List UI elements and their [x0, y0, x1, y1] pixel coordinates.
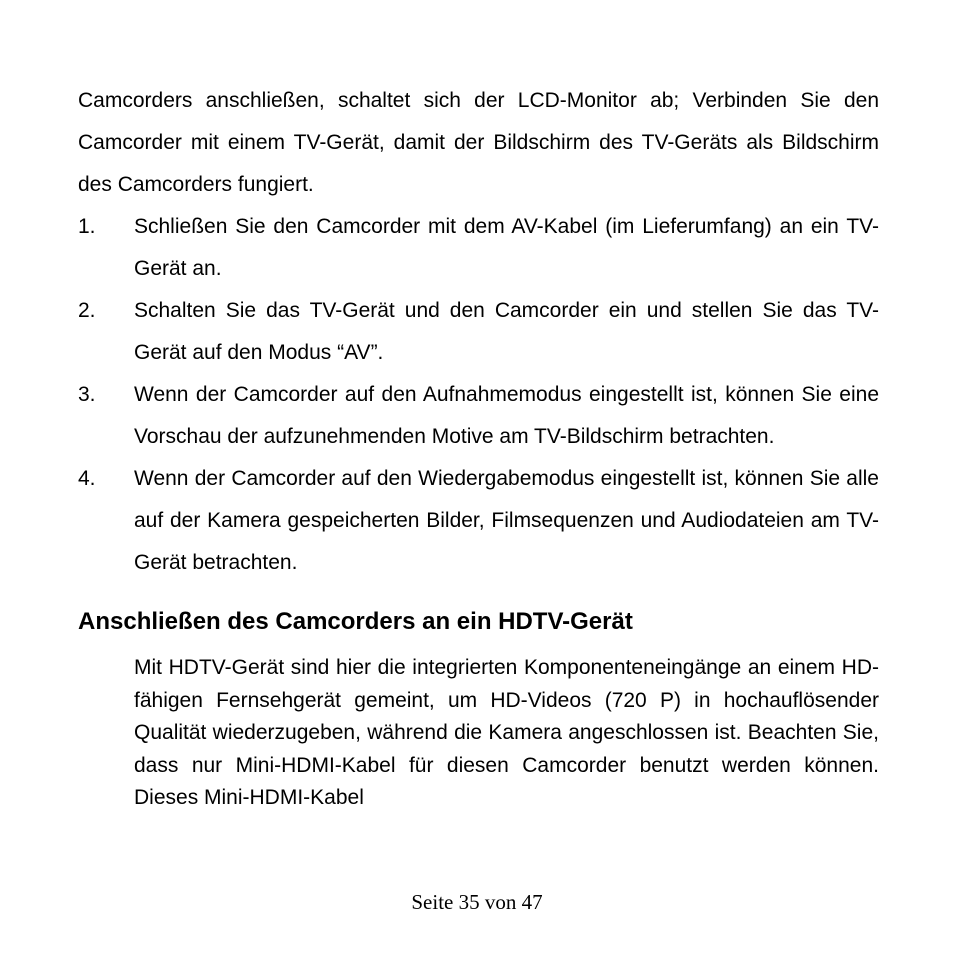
step-number: 4.: [78, 467, 96, 490]
document-page: [78, 80, 879, 815]
section-body-paragraph: Mit HDTV-Gerät sind hier die integrierten Komponenteneingänge an einem HD-fähigen Fernsehgerät gemeint, um HD-Videos (720 P) in hochauflösender Qualität wiederzugeben, während die Kamera angeschlossen ist. Beachten Sie, dass nur Mini-HDMI-Kabel für diesen Camcorder benutzt werden können. Dieses Mini-HDMI-Kabel: [134, 656, 879, 809]
instruction-list: [78, 206, 879, 584]
list-item: [78, 206, 879, 290]
page-footer: Seite 35 von 47: [411, 890, 543, 914]
step-number: 1.: [78, 215, 96, 238]
list-item: [78, 290, 879, 374]
step-number: 2.: [78, 299, 96, 322]
step-text: Wenn der Camcorder auf den Aufnahmemodus eingestellt ist, können Sie eine Vorschau der aufzunehmenden Motive am TV-Bildschirm betrachten.: [134, 383, 879, 448]
list-item: [78, 374, 879, 458]
section-heading: Anschließen des Camcorders an ein HDTV-Gerät: [78, 608, 633, 635]
step-number: 3.: [78, 383, 96, 406]
step-text: Schließen Sie den Camcorder mit dem AV-Kabel (im Lieferumfang) an ein TV-Gerät an.: [134, 215, 879, 280]
step-text: Schalten Sie das TV-Gerät und den Camcorder ein und stellen Sie das TV-Gerät auf den Modus “AV”.: [134, 299, 879, 364]
intro-paragraph: Camcorders anschließen, schaltet sich der LCD-Monitor ab; Verbinden Sie den Camcorder mit einem TV-Gerät, damit der Bildschirm des TV-Geräts als Bildschirm des Camcorders fungiert.: [78, 89, 879, 196]
step-text: Wenn der Camcorder auf den Wiedergabemodus eingestellt ist, können Sie alle auf der Kamera gespeicherten Bilder, Filmsequenzen und Audiodateien am TV-Gerät betrachten.: [134, 467, 879, 574]
list-item: [78, 458, 879, 584]
